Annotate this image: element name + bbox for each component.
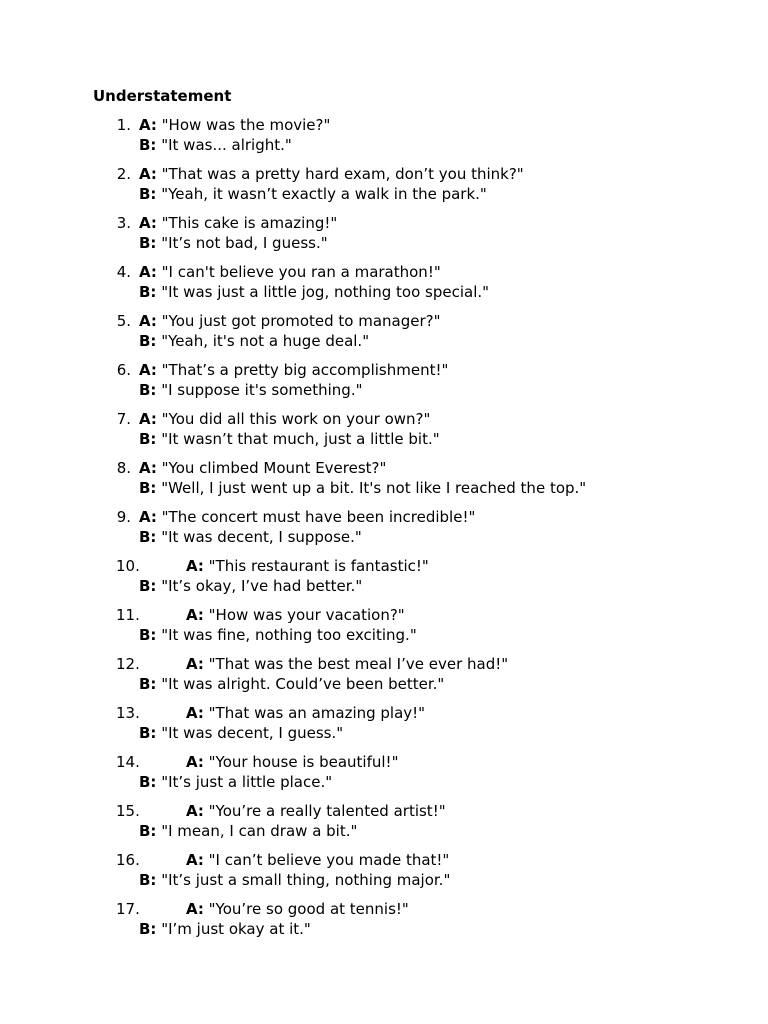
speaker-a-text: "I can’t believe you made that!" bbox=[203, 851, 450, 869]
dialogue-item bbox=[93, 801, 733, 850]
speaker-b-line bbox=[139, 184, 487, 204]
speaker-b-label: B: bbox=[139, 380, 157, 399]
speaker-b-line bbox=[139, 478, 586, 498]
dialogue-list bbox=[93, 115, 733, 948]
speaker-b-label: B: bbox=[139, 870, 157, 889]
item-number: 5. bbox=[116, 312, 131, 330]
speaker-a-text: "How was the movie?" bbox=[156, 116, 331, 134]
item-number: 17. bbox=[116, 900, 140, 918]
speaker-a-label: A: bbox=[186, 900, 204, 918]
speaker-a-line bbox=[186, 654, 508, 674]
item-number: 1. bbox=[116, 116, 131, 134]
speaker-a-text: "How was your vacation?" bbox=[203, 606, 405, 624]
speaker-b-text: "It wasn’t that much, just a little bit." bbox=[156, 429, 440, 448]
speaker-b-text: "Yeah, it wasn’t exactly a walk in the park." bbox=[156, 184, 487, 203]
speaker-b-line bbox=[139, 772, 332, 792]
dialogue-item bbox=[93, 605, 733, 654]
dialogue-item bbox=[93, 458, 733, 507]
speaker-b-text: "I suppose it's something." bbox=[156, 380, 363, 399]
dialogue-item bbox=[93, 703, 733, 752]
speaker-b-text: "I’m just okay at it." bbox=[156, 919, 311, 938]
speaker-b-label: B: bbox=[139, 674, 157, 693]
speaker-a-text: "This restaurant is fantastic!" bbox=[203, 557, 429, 575]
speaker-a-text: "I can't believe you ran a marathon!" bbox=[156, 263, 441, 281]
speaker-a-text: "This cake is amazing!" bbox=[156, 214, 338, 232]
item-number: 12. bbox=[116, 655, 140, 673]
speaker-a-label: A: bbox=[186, 557, 204, 575]
speaker-a-line bbox=[186, 899, 409, 919]
speaker-b-text: "It’s okay, I’ve had better." bbox=[156, 576, 363, 595]
item-number: 8. bbox=[116, 459, 131, 477]
dialogue-item bbox=[93, 752, 733, 801]
speaker-a-line bbox=[139, 458, 386, 478]
speaker-b-line bbox=[139, 870, 450, 890]
dialogue-item bbox=[93, 654, 733, 703]
speaker-b-label: B: bbox=[139, 723, 157, 742]
speaker-b-label: B: bbox=[139, 772, 157, 791]
speaker-a-label: A: bbox=[139, 263, 157, 281]
speaker-b-line bbox=[139, 576, 362, 596]
speaker-a-line bbox=[139, 360, 448, 380]
speaker-a-label: A: bbox=[186, 851, 204, 869]
speaker-b-label: B: bbox=[139, 576, 157, 595]
dialogue-item bbox=[93, 115, 733, 164]
speaker-a-text: "That was a pretty hard exam, don’t you think?" bbox=[156, 165, 524, 183]
speaker-a-line bbox=[139, 164, 524, 184]
item-number: 11. bbox=[116, 606, 140, 624]
speaker-a-line bbox=[139, 115, 330, 135]
speaker-b-label: B: bbox=[139, 184, 157, 203]
speaker-b-text: "Well, I just went up a bit. It's not like I reached the top." bbox=[156, 478, 587, 497]
speaker-b-label: B: bbox=[139, 625, 157, 644]
speaker-a-label: A: bbox=[139, 312, 157, 330]
speaker-a-label: A: bbox=[139, 410, 157, 428]
dialogue-item bbox=[93, 262, 733, 311]
speaker-a-text: "That was an amazing play!" bbox=[203, 704, 426, 722]
speaker-a-label: A: bbox=[139, 508, 157, 526]
speaker-b-text: "It was decent, I suppose." bbox=[156, 527, 362, 546]
speaker-b-text: "It’s just a small thing, nothing major." bbox=[156, 870, 451, 889]
speaker-b-line bbox=[139, 821, 357, 841]
speaker-b-line bbox=[139, 282, 489, 302]
dialogue-item bbox=[93, 164, 733, 213]
speaker-a-line bbox=[186, 850, 449, 870]
speaker-b-line bbox=[139, 919, 311, 939]
speaker-a-label: A: bbox=[139, 361, 157, 379]
speaker-a-line bbox=[139, 262, 441, 282]
speaker-b-text: "It’s not bad, I guess." bbox=[156, 233, 328, 252]
dialogue-item bbox=[93, 556, 733, 605]
item-number: 6. bbox=[116, 361, 131, 379]
speaker-b-line bbox=[139, 625, 417, 645]
item-number: 15. bbox=[116, 802, 140, 820]
speaker-b-label: B: bbox=[139, 233, 157, 252]
document-page bbox=[93, 86, 733, 948]
speaker-a-line bbox=[186, 605, 405, 625]
speaker-b-label: B: bbox=[139, 821, 157, 840]
speaker-a-label: A: bbox=[186, 655, 204, 673]
speaker-b-line bbox=[139, 380, 363, 400]
speaker-b-text: "I mean, I can draw a bit." bbox=[156, 821, 358, 840]
speaker-a-text: "You did all this work on your own?" bbox=[156, 410, 431, 428]
speaker-a-line bbox=[186, 703, 425, 723]
speaker-a-text: "That was the best meal I’ve ever had!" bbox=[203, 655, 509, 673]
dialogue-item bbox=[93, 850, 733, 899]
speaker-a-text: "You climbed Mount Everest?" bbox=[156, 459, 387, 477]
speaker-b-text: "It was alright. Could’ve been better." bbox=[156, 674, 445, 693]
item-number: 14. bbox=[116, 753, 140, 771]
item-number: 9. bbox=[116, 508, 131, 526]
speaker-a-line bbox=[186, 556, 429, 576]
speaker-a-text: "Your house is beautiful!" bbox=[203, 753, 399, 771]
speaker-b-label: B: bbox=[139, 919, 157, 938]
speaker-a-text: "You just got promoted to manager?" bbox=[156, 312, 441, 330]
speaker-a-label: A: bbox=[139, 116, 157, 134]
speaker-b-text: "It’s just a little place." bbox=[156, 772, 333, 791]
dialogue-item bbox=[93, 213, 733, 262]
dialogue-item bbox=[93, 409, 733, 458]
speaker-b-label: B: bbox=[139, 282, 157, 301]
speaker-a-text: "That’s a pretty big accomplishment!" bbox=[156, 361, 449, 379]
speaker-a-label: A: bbox=[186, 606, 204, 624]
speaker-b-label: B: bbox=[139, 135, 157, 154]
speaker-b-label: B: bbox=[139, 478, 157, 497]
item-number: 16. bbox=[116, 851, 140, 869]
speaker-b-line bbox=[139, 429, 440, 449]
speaker-a-label: A: bbox=[186, 704, 204, 722]
dialogue-item bbox=[93, 311, 733, 360]
speaker-a-text: "You’re so good at tennis!" bbox=[203, 900, 409, 918]
dialogue-item bbox=[93, 507, 733, 556]
speaker-a-label: A: bbox=[139, 459, 157, 477]
speaker-b-text: "It was just a little jog, nothing too special." bbox=[156, 282, 490, 301]
speaker-a-text: "You’re a really talented artist!" bbox=[203, 802, 446, 820]
speaker-a-label: A: bbox=[139, 214, 157, 232]
speaker-a-line bbox=[139, 213, 337, 233]
item-number: 3. bbox=[116, 214, 131, 232]
speaker-b-line bbox=[139, 331, 369, 351]
item-number: 2. bbox=[116, 165, 131, 183]
speaker-b-label: B: bbox=[139, 429, 157, 448]
speaker-b-line bbox=[139, 527, 362, 547]
item-number: 13. bbox=[116, 704, 140, 722]
speaker-b-line bbox=[139, 135, 292, 155]
speaker-b-label: B: bbox=[139, 331, 157, 350]
item-number: 7. bbox=[116, 410, 131, 428]
speaker-b-line bbox=[139, 723, 343, 743]
speaker-a-label: A: bbox=[186, 753, 204, 771]
speaker-a-label: A: bbox=[139, 165, 157, 183]
speaker-a-line bbox=[139, 507, 475, 527]
speaker-b-text: "Yeah, it's not a huge deal." bbox=[156, 331, 370, 350]
item-number: 4. bbox=[116, 263, 131, 281]
speaker-a-text: "The concert must have been incredible!" bbox=[156, 508, 476, 526]
speaker-b-text: "It was decent, I guess." bbox=[156, 723, 344, 742]
speaker-a-line bbox=[186, 752, 398, 772]
document-title: Understatement bbox=[93, 87, 232, 105]
dialogue-item bbox=[93, 899, 733, 948]
speaker-b-label: B: bbox=[139, 527, 157, 546]
speaker-b-text: "It was fine, nothing too exciting." bbox=[156, 625, 417, 644]
speaker-b-line bbox=[139, 233, 328, 253]
speaker-b-text: "It was... alright." bbox=[156, 135, 292, 154]
speaker-a-line bbox=[186, 801, 446, 821]
speaker-a-line bbox=[139, 409, 430, 429]
speaker-a-label: A: bbox=[186, 802, 204, 820]
dialogue-item bbox=[93, 360, 733, 409]
speaker-a-line bbox=[139, 311, 441, 331]
speaker-b-line bbox=[139, 674, 444, 694]
item-number: 10. bbox=[116, 557, 140, 575]
